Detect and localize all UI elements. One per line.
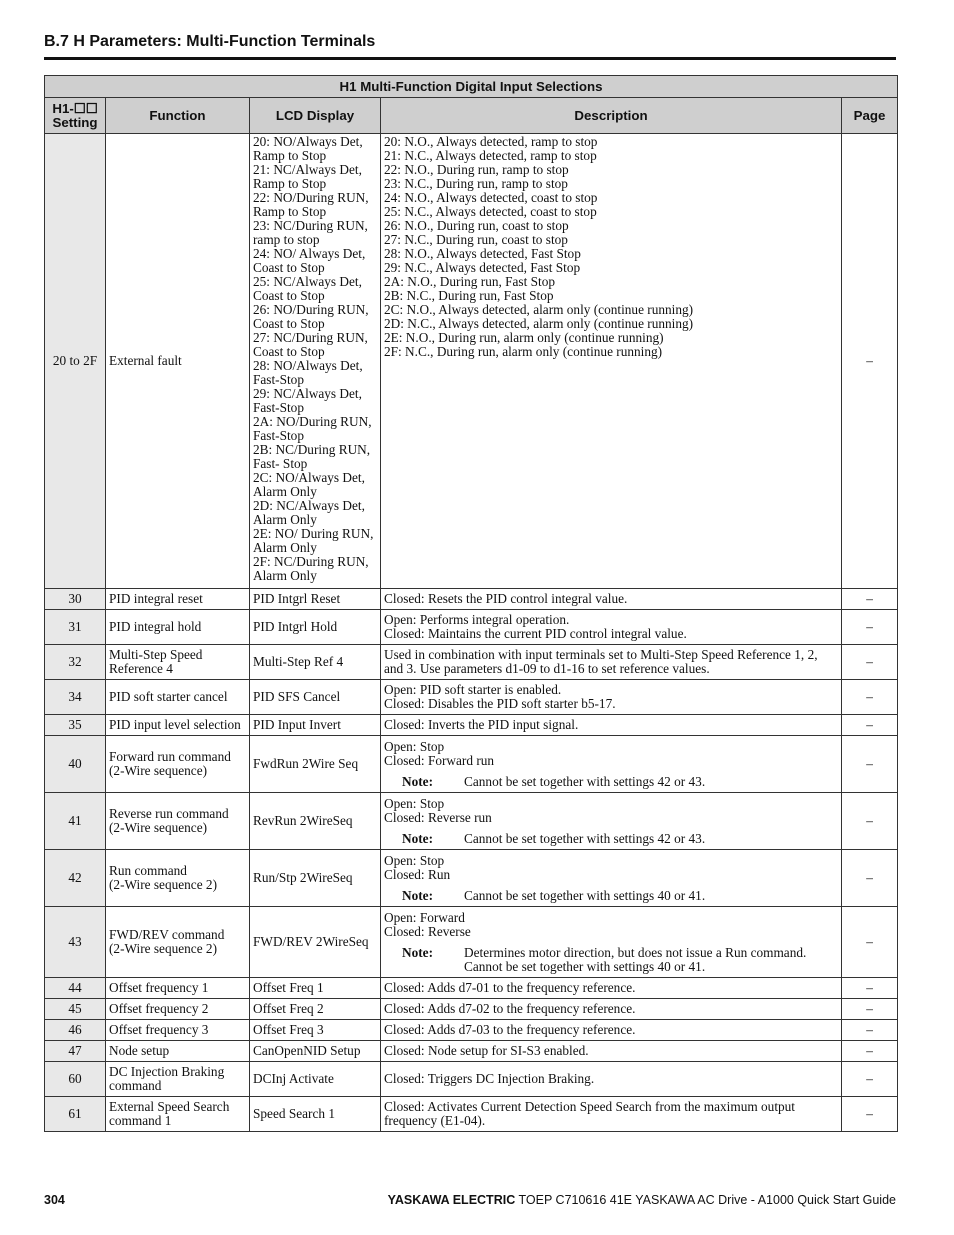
lcd-lines [253, 935, 377, 949]
description-lines [384, 981, 838, 995]
description-lines [384, 1002, 838, 1016]
description-line: 23: N.C., During run, ramp to stop [384, 176, 568, 191]
description-line: 2D: N.C., Always detected, alarm only (continue running) [384, 316, 694, 331]
function-line: (2-Wire sequence) [109, 763, 208, 778]
description-lines [384, 797, 838, 825]
page-cell: – [842, 680, 898, 715]
description-line: Closed: Reverse run [384, 809, 492, 825]
lcd-line: Coast to Stop [253, 344, 325, 359]
page-cell: – [842, 736, 898, 793]
function-line: PID integral reset [109, 591, 203, 606]
function-cell [106, 793, 250, 850]
setting-cell: 32 [45, 645, 106, 680]
function-line: Offset frequency 2 [109, 1001, 209, 1016]
lcd-line: PID SFS Cancel [253, 689, 341, 704]
lcd-lines [253, 871, 377, 885]
function-lines [109, 690, 246, 704]
lcd-line: Ramp to Stop [253, 204, 327, 219]
column-header-setting-line2: Setting [52, 114, 98, 130]
table-header-row [45, 98, 898, 134]
description-lines [384, 613, 838, 641]
lcd-line: 29: NC/Always Det, [253, 386, 362, 401]
lcd-line: CanOpenNID Setup [253, 1043, 361, 1058]
table-row [45, 999, 898, 1020]
setting-cell: 42 [45, 850, 106, 907]
table-row [45, 589, 898, 610]
function-line: PID integral hold [109, 619, 202, 634]
lcd-display-cell [250, 736, 381, 793]
description-lines [384, 135, 838, 359]
table-row [45, 1020, 898, 1041]
description-lines [384, 1072, 838, 1086]
description-cell [381, 589, 842, 610]
lcd-line: 2B: NC/During RUN, [253, 442, 371, 457]
function-cell [106, 1041, 250, 1062]
description-line: 2B: N.C., During run, Fast Stop [384, 288, 554, 303]
function-cell [106, 134, 250, 589]
description-lines [384, 683, 838, 711]
lcd-display-cell [250, 999, 381, 1020]
description-line: 24: N.O., Always detected, coast to stop [384, 190, 598, 205]
description-lines [384, 911, 838, 939]
function-cell [106, 1062, 250, 1097]
lcd-display-cell [250, 978, 381, 999]
note-label: Note: [402, 887, 434, 903]
lcd-lines [253, 592, 377, 606]
description-line: Closed: Run [384, 866, 451, 882]
description-line: 28: N.O., Always detected, Fast Stop [384, 246, 581, 261]
function-lines [109, 981, 246, 995]
lcd-line: 2F: NC/During RUN, [253, 554, 369, 569]
lcd-line: Offset Freq 1 [253, 980, 324, 995]
page-cell: – [842, 134, 898, 589]
lcd-line: 23: NC/During RUN, [253, 218, 368, 233]
lcd-line: FwdRun 2Wire Seq [253, 756, 359, 771]
description-line: Open: Stop [384, 852, 445, 868]
table-row [45, 134, 898, 589]
lcd-display-cell [250, 680, 381, 715]
lcd-lines [253, 1002, 377, 1016]
note-line: Cannot be set together with settings 40 or 41. [464, 958, 706, 974]
lcd-line: PID Intgrl Hold [253, 619, 338, 634]
function-cell [106, 610, 250, 645]
function-cell [106, 978, 250, 999]
page-cell: – [842, 999, 898, 1020]
lcd-line: Coast to Stop [253, 260, 325, 275]
page-cell: – [842, 589, 898, 610]
description-line: Closed: Reverse [384, 923, 471, 939]
note-line: Determines motor direction, but does not issue a Run command. [464, 944, 807, 960]
lcd-lines [253, 1044, 377, 1058]
lcd-display-cell [250, 610, 381, 645]
function-line: Reverse run command [109, 806, 229, 821]
page-cell: – [842, 610, 898, 645]
function-line: Multi-Step Speed [109, 647, 203, 662]
description-cell [381, 793, 842, 850]
setting-cell: 60 [45, 1062, 106, 1097]
description-line: Closed: Adds d7-02 to the frequency reference. [384, 1001, 636, 1016]
section-title: B.7 H Parameters: Multi-Function Terminals [44, 33, 376, 50]
description-line: 2F: N.C., During run, alarm only (continue running) [384, 344, 663, 359]
table-row [45, 1062, 898, 1097]
description-lines [384, 1023, 838, 1037]
setting-cell: 46 [45, 1020, 106, 1041]
column-header-setting [45, 98, 106, 134]
description-line: Closed: Resets the PID control integral value. [384, 591, 628, 606]
function-line: Offset frequency 1 [109, 980, 209, 995]
lcd-line: Fast-Stop [253, 428, 304, 443]
function-lines [109, 354, 246, 368]
lcd-line: Coast to Stop [253, 288, 325, 303]
parameter-table [44, 75, 898, 1132]
function-cell [106, 645, 250, 680]
lcd-line: Run/Stp 2WireSeq [253, 870, 353, 885]
description-line: 20: N.O., Always detected, ramp to stop [384, 134, 598, 149]
table-row [45, 645, 898, 680]
description-line: Open: Performs integral operation. [384, 612, 570, 627]
lcd-lines [253, 1023, 377, 1037]
description-line: Closed: Disables the PID soft starter b5-17. [384, 696, 616, 711]
function-cell [106, 589, 250, 610]
lcd-line: Multi-Step Ref 4 [253, 654, 344, 669]
page-cell: – [842, 1062, 898, 1097]
lcd-display-cell [250, 793, 381, 850]
lcd-line: 2C: NO/Always Det, [253, 470, 365, 485]
description-cell [381, 1020, 842, 1041]
function-cell [106, 736, 250, 793]
description-cell [381, 134, 842, 589]
setting-cell: 45 [45, 999, 106, 1020]
note-text [464, 889, 705, 903]
page-cell: – [842, 1041, 898, 1062]
setting-cell: 30 [45, 589, 106, 610]
function-line: Reference 4 [109, 661, 173, 676]
lcd-line: ramp to stop [253, 232, 320, 247]
note [384, 832, 838, 846]
lcd-lines [253, 757, 377, 771]
page-cell: – [842, 645, 898, 680]
function-cell [106, 999, 250, 1020]
lcd-lines [253, 1107, 377, 1121]
setting-cell: 31 [45, 610, 106, 645]
lcd-line: 2D: NC/Always Det, [253, 498, 365, 513]
note-label: Note: [402, 944, 434, 960]
lcd-line: Alarm Only [253, 484, 317, 499]
lcd-line: Fast- Stop [253, 456, 308, 471]
function-line: (2-Wire sequence 2) [109, 941, 217, 956]
lcd-line: PID Input Invert [253, 717, 341, 732]
note-text [464, 775, 705, 789]
lcd-lines [253, 135, 377, 583]
lcd-line: 21: NC/Always Det, [253, 162, 362, 177]
description-cell [381, 736, 842, 793]
description-line: 21: N.C., Always detected, ramp to stop [384, 148, 597, 163]
lcd-lines [253, 814, 377, 828]
description-lines [384, 740, 838, 768]
lcd-line: 2E: NO/ During RUN, [253, 526, 374, 541]
description-line: Closed: Adds d7-01 to the frequency reference. [384, 980, 636, 995]
page-cell: – [842, 1097, 898, 1132]
description-cell [381, 715, 842, 736]
lcd-lines [253, 690, 377, 704]
function-lines [109, 750, 246, 778]
lcd-line: 27: NC/During RUN, [253, 330, 368, 345]
lcd-line: 22: NO/During RUN, [253, 190, 369, 205]
lcd-display-cell [250, 1097, 381, 1132]
description-line: Closed: Adds d7-03 to the frequency reference. [384, 1022, 636, 1037]
function-line: Node setup [109, 1043, 170, 1058]
description-lines [384, 718, 838, 732]
function-line: command 1 [109, 1113, 172, 1128]
page-cell: – [842, 978, 898, 999]
note-text [464, 832, 705, 846]
page-cell: – [842, 907, 898, 978]
page-cell: – [842, 793, 898, 850]
description-cell [381, 907, 842, 978]
function-line: (2-Wire sequence) [109, 820, 208, 835]
description-line: Closed: Forward run [384, 752, 495, 768]
column-header-lcd-display: LCD Display [250, 98, 381, 134]
table-row [45, 715, 898, 736]
lcd-line: Ramp to Stop [253, 176, 327, 191]
description-lines [384, 1100, 838, 1128]
note-line: Cannot be set together with settings 42 or 43. [464, 773, 706, 789]
function-line: External Speed Search [109, 1099, 230, 1114]
function-cell [106, 850, 250, 907]
description-cell [381, 850, 842, 907]
function-lines [109, 648, 246, 676]
setting-cell: 34 [45, 680, 106, 715]
lcd-display-cell [250, 645, 381, 680]
lcd-line: Coast to Stop [253, 316, 325, 331]
description-line: Open: PID soft starter is enabled. [384, 682, 562, 697]
setting-cell: 43 [45, 907, 106, 978]
column-header-description: Description [381, 98, 842, 134]
description-cell [381, 1062, 842, 1097]
description-lines [384, 1044, 838, 1058]
note-text [464, 946, 806, 974]
lcd-line: Fast-Stop [253, 372, 304, 387]
lcd-line: Ramp to Stop [253, 148, 327, 163]
function-cell [106, 715, 250, 736]
lcd-line: 20: NO/Always Det, [253, 134, 363, 149]
description-cell [381, 999, 842, 1020]
function-line: (2-Wire sequence 2) [109, 877, 217, 892]
function-lines [109, 1044, 246, 1058]
lcd-line: 26: NO/During RUN, [253, 302, 369, 317]
setting-cell: 20 to 2F [45, 134, 106, 589]
lcd-lines [253, 620, 377, 634]
description-cell [381, 1097, 842, 1132]
description-line: Used in combination with input terminals set to Multi-Step Speed Reference 1, 2, [384, 647, 818, 662]
function-cell [106, 1020, 250, 1041]
lcd-display-cell [250, 850, 381, 907]
setting-cell: 35 [45, 715, 106, 736]
note-line: Cannot be set together with settings 42 or 43. [464, 830, 706, 846]
lcd-display-cell [250, 1020, 381, 1041]
description-cell [381, 680, 842, 715]
footer-document-info [388, 1193, 896, 1207]
description-cell [381, 1041, 842, 1062]
function-lines [109, 928, 246, 956]
column-header-function: Function [106, 98, 250, 134]
table-row [45, 1097, 898, 1132]
description-line: 27: N.C., During run, coast to stop [384, 232, 568, 247]
description-line: 25: N.C., Always detected, coast to stop [384, 204, 597, 219]
table-row [45, 850, 898, 907]
description-line: 2C: N.O., Always detected, alarm only (continue running) [384, 302, 694, 317]
lcd-line: FWD/REV 2WireSeq [253, 934, 369, 949]
function-line: command [109, 1078, 162, 1093]
header-rule [44, 57, 896, 60]
function-lines [109, 592, 246, 606]
page-cell: – [842, 1020, 898, 1041]
function-line: Forward run command [109, 749, 231, 764]
setting-cell: 44 [45, 978, 106, 999]
function-cell [106, 907, 250, 978]
description-lines [384, 854, 838, 882]
table-caption: H1 Multi-Function Digital Input Selections [45, 76, 898, 98]
lcd-display-cell [250, 134, 381, 589]
function-lines [109, 718, 246, 732]
lcd-display-cell [250, 589, 381, 610]
description-line: 2E: N.O., During run, alarm only (continue running) [384, 330, 664, 345]
lcd-line: Fast-Stop [253, 400, 304, 415]
function-lines [109, 864, 246, 892]
lcd-line: Offset Freq 3 [253, 1022, 324, 1037]
lcd-line: RevRun 2WireSeq [253, 813, 353, 828]
column-header-setting-line1: H1-☐☐ [52, 100, 98, 116]
table-row [45, 736, 898, 793]
page-header [44, 33, 896, 60]
note [384, 946, 838, 974]
lcd-line: 24: NO/ Always Det, [253, 246, 366, 261]
function-cell [106, 1097, 250, 1132]
lcd-line: PID Intgrl Reset [253, 591, 341, 606]
function-lines [109, 1100, 246, 1128]
description-line: Closed: Maintains the current PID control integral value. [384, 626, 687, 641]
setting-cell: 40 [45, 736, 106, 793]
function-lines [109, 807, 246, 835]
description-cell [381, 610, 842, 645]
note-label: Note: [402, 773, 434, 789]
lcd-lines [253, 655, 377, 669]
table-row [45, 793, 898, 850]
note-label: Note: [402, 830, 434, 846]
lcd-line: Offset Freq 2 [253, 1001, 324, 1016]
description-line: Closed: Activates Current Detection Speed Search from the maximum output [384, 1099, 796, 1114]
lcd-lines [253, 1072, 377, 1086]
function-line: DC Injection Braking [109, 1064, 225, 1079]
column-header-page: Page [842, 98, 898, 134]
lcd-line: Alarm Only [253, 540, 317, 555]
table-row [45, 978, 898, 999]
setting-cell: 61 [45, 1097, 106, 1132]
function-lines [109, 1023, 246, 1037]
function-line: Offset frequency 3 [109, 1022, 209, 1037]
description-line: 26: N.O., During run, coast to stop [384, 218, 569, 233]
note-line: Cannot be set together with settings 40 or 41. [464, 887, 706, 903]
lcd-display-cell [250, 1041, 381, 1062]
page-cell: – [842, 850, 898, 907]
lcd-line: Speed Search 1 [253, 1106, 335, 1121]
table-row [45, 1041, 898, 1062]
lcd-line: Alarm Only [253, 568, 317, 583]
lcd-line: DCInj Activate [253, 1071, 334, 1086]
description-cell [381, 645, 842, 680]
lcd-line: 25: NC/Always Det, [253, 274, 362, 289]
description-line: Open: Stop [384, 738, 445, 754]
lcd-line: Alarm Only [253, 512, 317, 527]
note [384, 775, 838, 789]
table-row [45, 610, 898, 645]
description-line: and 3. Use parameters d1-09 to d1-16 to set reference values. [384, 661, 710, 676]
description-line: 22: N.O., During run, ramp to stop [384, 162, 569, 177]
setting-cell: 47 [45, 1041, 106, 1062]
lcd-display-cell [250, 1062, 381, 1097]
function-line: Run command [109, 863, 187, 878]
function-lines [109, 1065, 246, 1093]
lcd-lines [253, 981, 377, 995]
description-line: Closed: Inverts the PID input signal. [384, 717, 579, 732]
table-row [45, 680, 898, 715]
page-number: 304 [44, 1193, 65, 1207]
lcd-line: 2A: NO/During RUN, [253, 414, 372, 429]
footer-brand: YASKAWA ELECTRIC [387, 1193, 516, 1207]
table-body [45, 134, 898, 1132]
page-cell: – [842, 715, 898, 736]
description-line: Open: Stop [384, 795, 445, 811]
table-row [45, 907, 898, 978]
function-cell [106, 680, 250, 715]
function-lines [109, 1002, 246, 1016]
setting-cell: 41 [45, 793, 106, 850]
function-lines [109, 620, 246, 634]
description-cell [381, 978, 842, 999]
description-line: Closed: Node setup for SI-S3 enabled. [384, 1043, 589, 1058]
lcd-display-cell [250, 715, 381, 736]
description-line: frequency (E1-04). [384, 1113, 486, 1128]
function-line: PID input level selection [109, 717, 241, 732]
lcd-display-cell [250, 907, 381, 978]
description-line: 29: N.C., Always detected, Fast Stop [384, 260, 581, 275]
description-lines [384, 592, 838, 606]
footer-document-title: TOEP C710616 41E YASKAWA AC Drive - A1000 Quick Start Guide [515, 1193, 896, 1207]
note [384, 889, 838, 903]
function-line: External fault [109, 353, 182, 368]
description-lines [384, 648, 838, 676]
function-line: PID soft starter cancel [109, 689, 228, 704]
description-line: Open: Forward [384, 909, 465, 925]
description-line: 2A: N.O., During run, Fast Stop [384, 274, 556, 289]
description-line: Closed: Triggers DC Injection Braking. [384, 1071, 595, 1086]
lcd-lines [253, 718, 377, 732]
lcd-line: 28: NO/Always Det, [253, 358, 363, 373]
function-line: FWD/REV command [109, 927, 225, 942]
